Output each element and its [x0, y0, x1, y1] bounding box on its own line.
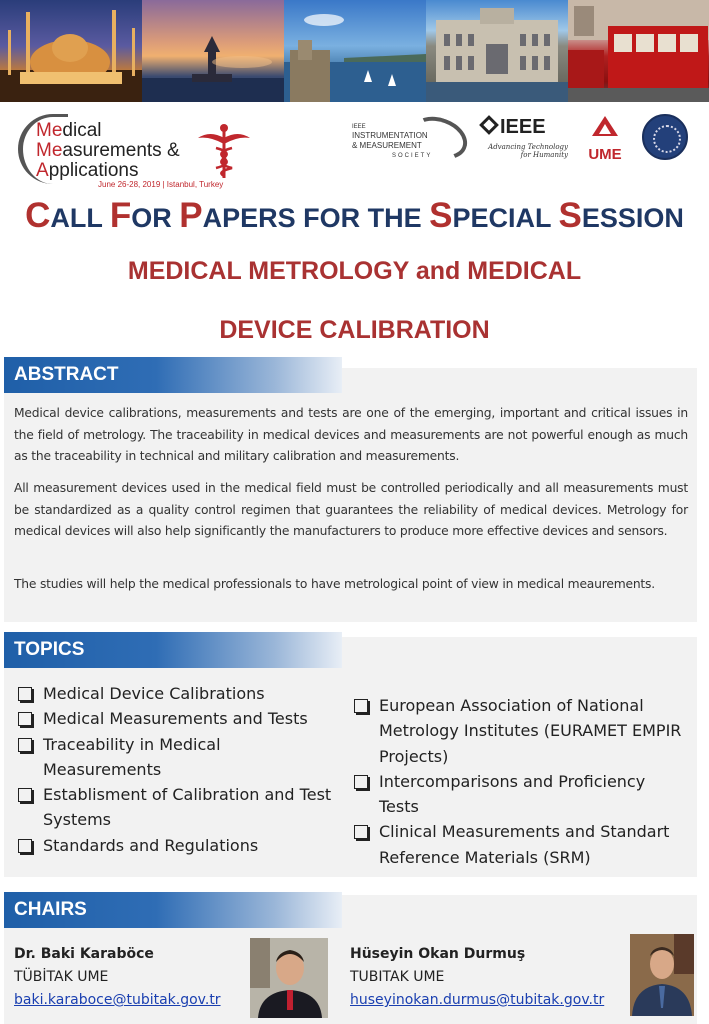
topics-list-left — [18, 681, 353, 858]
conference-logo — [18, 112, 238, 192]
topic-item: Medical Measurements and Tests — [18, 706, 353, 731]
chair-photo — [630, 934, 694, 1016]
tubitak-emblem-icon — [590, 114, 620, 140]
blue-mosque-photo — [0, 0, 142, 102]
ieee-diamond-icon — [479, 115, 499, 135]
session-title-line2: DEVICE CALIBRATION — [219, 316, 490, 344]
topic-item: Clinical Measurements and Standart Reference Materials (SRM) — [354, 819, 692, 870]
conference-logo-line2: Measurements & — [36, 140, 180, 161]
istanbul-tram-photo — [568, 0, 709, 102]
topics-heading: TOPICS — [4, 632, 342, 668]
checkbox-bullet-icon — [18, 839, 32, 853]
chairs-heading: CHAIRS — [4, 892, 342, 928]
topic-item: European Association of National Metrology Institutes (EURAMET EMPIR Projects) — [354, 693, 692, 769]
chair-name: Hüseyin Okan Durmuş — [350, 946, 526, 962]
government-seal-icon — [642, 114, 688, 160]
conference-logo-line3: Applications — [36, 160, 139, 181]
topic-item: Medical Device Calibrations — [18, 681, 353, 706]
ieee-logo — [482, 116, 568, 164]
tubitak-ume-logo — [583, 114, 627, 166]
topics-list-right — [354, 693, 692, 870]
topic-item: Traceability in Medical Measurements — [18, 732, 353, 783]
topic-item: Establisment of Calibration and Test Systems — [18, 782, 353, 833]
chair-name: Dr. Baki Karaböce — [14, 946, 154, 962]
checkbox-bullet-icon — [18, 712, 32, 726]
conference-logo-line1: Medical — [36, 120, 102, 141]
checkbox-bullet-icon — [18, 738, 32, 752]
abstract-paragraph: Medical device calibrations, measurements and tests are one of the emerging, important and critical issues in the field of metrology. The traceability in medical devices and measurements are not powerful enough as much as the traceability in technical and military calibration and measurements. — [14, 406, 688, 463]
chair-organization: TÜBİTAK UME — [14, 969, 109, 985]
ieee-tagline: Advancing Technology for Humanity — [488, 143, 568, 159]
checkbox-bullet-icon — [354, 825, 368, 839]
checkbox-bullet-icon — [354, 699, 368, 713]
chair-organization: TUBITAK UME — [350, 969, 445, 985]
abstract-heading: ABSTRACT — [4, 357, 342, 393]
header-photo-strip — [0, 0, 709, 102]
chair-card — [350, 943, 604, 1012]
ieee-mark: IEEE — [482, 116, 568, 139]
call-for-papers-title: CALL FOR PAPERS FOR THE SPECIAL SESSION — [25, 196, 684, 235]
checkbox-bullet-icon — [354, 775, 368, 789]
chair-photo — [250, 938, 328, 1018]
chair-email-link[interactable]: baki.karaboce@tubitak.gov.tr — [14, 992, 221, 1008]
abstract-paragraph: The studies will help the medical professionals to have metrological point of view in medical meaurements. — [14, 577, 655, 591]
ieee-im-society-logo — [352, 116, 470, 164]
maidens-tower-photo — [142, 0, 284, 102]
checkbox-bullet-icon — [18, 788, 32, 802]
chair-card — [14, 943, 221, 1012]
bosphorus-fortress-photo — [284, 0, 426, 102]
chair-email-link[interactable]: huseyinokan.durmus@tubitak.gov.tr — [350, 992, 605, 1008]
dolmabahce-palace-photo — [426, 0, 568, 102]
ume-text: UME — [588, 146, 622, 163]
logo-row — [0, 106, 709, 192]
topic-item: Standards and Regulations — [18, 833, 353, 858]
caduceus-icon — [196, 122, 252, 180]
checkbox-bullet-icon — [18, 687, 32, 701]
abstract-paragraph: All measurement devices used in the medical field must be controlled periodically and all measurements must be standardized as a quality control regimen that guarantees the reliability of medical devices. Metrology for medical devices will also help significantly the manufacturers to produce more effective devices and sensors. — [14, 481, 688, 538]
topic-item: Intercomparisons and Proficiency Tests — [354, 769, 692, 820]
conference-date-location: June 26-28, 2019 | Istanbul, Turkey — [98, 180, 224, 189]
im-society-text: IEEE INSTRUMENTATION & MEASUREMENT SOCIETY — [352, 124, 433, 159]
session-title-line1: MEDICAL METROLOGY and MEDICAL — [127, 257, 582, 285]
